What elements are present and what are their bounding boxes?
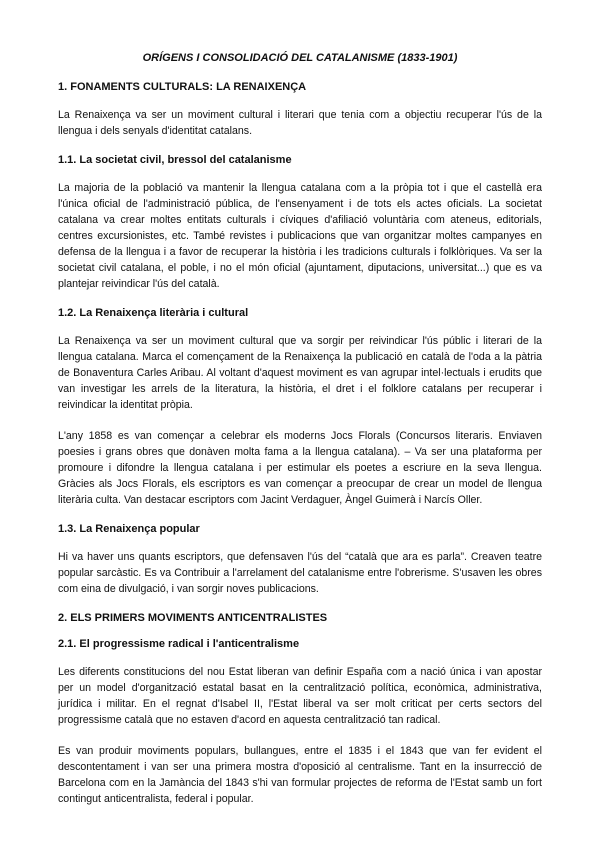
paragraph-2-1-1: Les diferents constitucions del nou Estat liberan van definir España com a nació única i van apostar per un model d'organització estatal basat en la centralització política, econòmica, administrativa, jurídica i militar. En el regnat d'Isabel II, l'Estat liberal va ser molt criticat per certs sectors del progressisme català que no estaven d'acord en aquesta centralització tan radical. bbox=[58, 666, 542, 726]
section-heading-1: 1. FONAMENTS CULTURALS: LA RENAIXENÇA bbox=[58, 81, 307, 93]
paragraph-1-1-1: La majoria de la població va mantenir la llengua catalana com a la pròpia tot i que el castellà era l'única oficial de l'administració pública, de l'ensenyament i de tots els actes oficials. La societat catalana va crear moltes entitats culturals i cíviques d'afiliació voluntària com ateneus, editorials, centres excursionistes, etc. També revistes i publicacions que van organitzar moltes campanyes en defensa de la llengua i a favor de recuperar la història i les tradicions culturals i folklòriques. Va ser la societat civil catalana, el poble, i no el món oficial (ajuntament, diputacions, universitat...) que es va plantejar reivindicar l'ús del català. bbox=[58, 182, 542, 290]
paragraph-1-2-1: La Renaixença va ser un moviment cultural que va sorgir per reivindicar l'ús públic i literari de la llengua catalana. Marca el començament de la Renaixença la publicació en català de l'oda a la pàtria de Bonaventura Carles Aribau. Al voltant d'aquest moviment es van agrupar intel·lectuals i erudits que van investigar les arrels de la literatura, la història, el dret i el folklore catalans per recuperar i reivindicar la identitat pròpia. bbox=[58, 335, 542, 411]
subsection-heading-2-1: 2.1. El progressisme radical i l'anticentralisme bbox=[58, 638, 300, 650]
subsection-heading-1-1: 1.1. La societat civil, bressol del catalanisme bbox=[58, 154, 292, 166]
paragraph-1-3-1: Hi va haver uns quants escriptors, que defensaven l'ús del “català que ara es parla”. Creaven teatre popular sarcàstic. Es va Contribuir a l'arrelament del catalanisme entre l'obrerisme. S'usaven les obres com eina de divulgació, i van sorgir noves publicacions. bbox=[58, 551, 542, 595]
paragraph-2-1-2: Es van produir moviments populars, bullangues, entre el 1835 i el 1843 que van fer evident el descontentament i van ser una primera mostra d'oposició al centralisme. Tant en la insurrecció de Barcelona com en la Jamància del 1843 s'hi van formular projectes de reforma de l'Estat samb un fort contingut anticentralista, federal i popular. bbox=[58, 745, 542, 805]
section-heading-2: 2. ELS PRIMERS MOVIMENTS ANTICENTRALISTES bbox=[58, 612, 328, 624]
subsection-heading-1-3: 1.3. La Renaixença popular bbox=[58, 523, 200, 535]
document-title: ORÍGENS I CONSOLIDACIÓ DEL CATALANISME (1833-1901) bbox=[142, 52, 458, 64]
section-1-intro: La Renaixença va ser un moviment cultural i literari que tenia com a objectiu recuperar l'ús de la llengua i dels senyals d'identitat catalans. bbox=[58, 109, 542, 137]
paragraph-1-2-2: L'any 1858 es van començar a celebrar els moderns Jocs Florals (Concursos literaris. Enviaven poesies i grans obres que donàven molta fama a la llengua catalana). – Va ser una plataforma per promoure i difondre la llengua catalana i per estimular els poetes a escriure en la seva llengua. Gràcies als Jocs Florals, els escriptors es van començar a preocupar de crear un model de llengua literària culta. Van destacar escriptors com Jacint Verdaguer, Àngel Guimerà i Narcís Oller. bbox=[58, 430, 542, 506]
subsection-heading-1-2: 1.2. La Renaixença literària i cultural bbox=[58, 307, 249, 319]
